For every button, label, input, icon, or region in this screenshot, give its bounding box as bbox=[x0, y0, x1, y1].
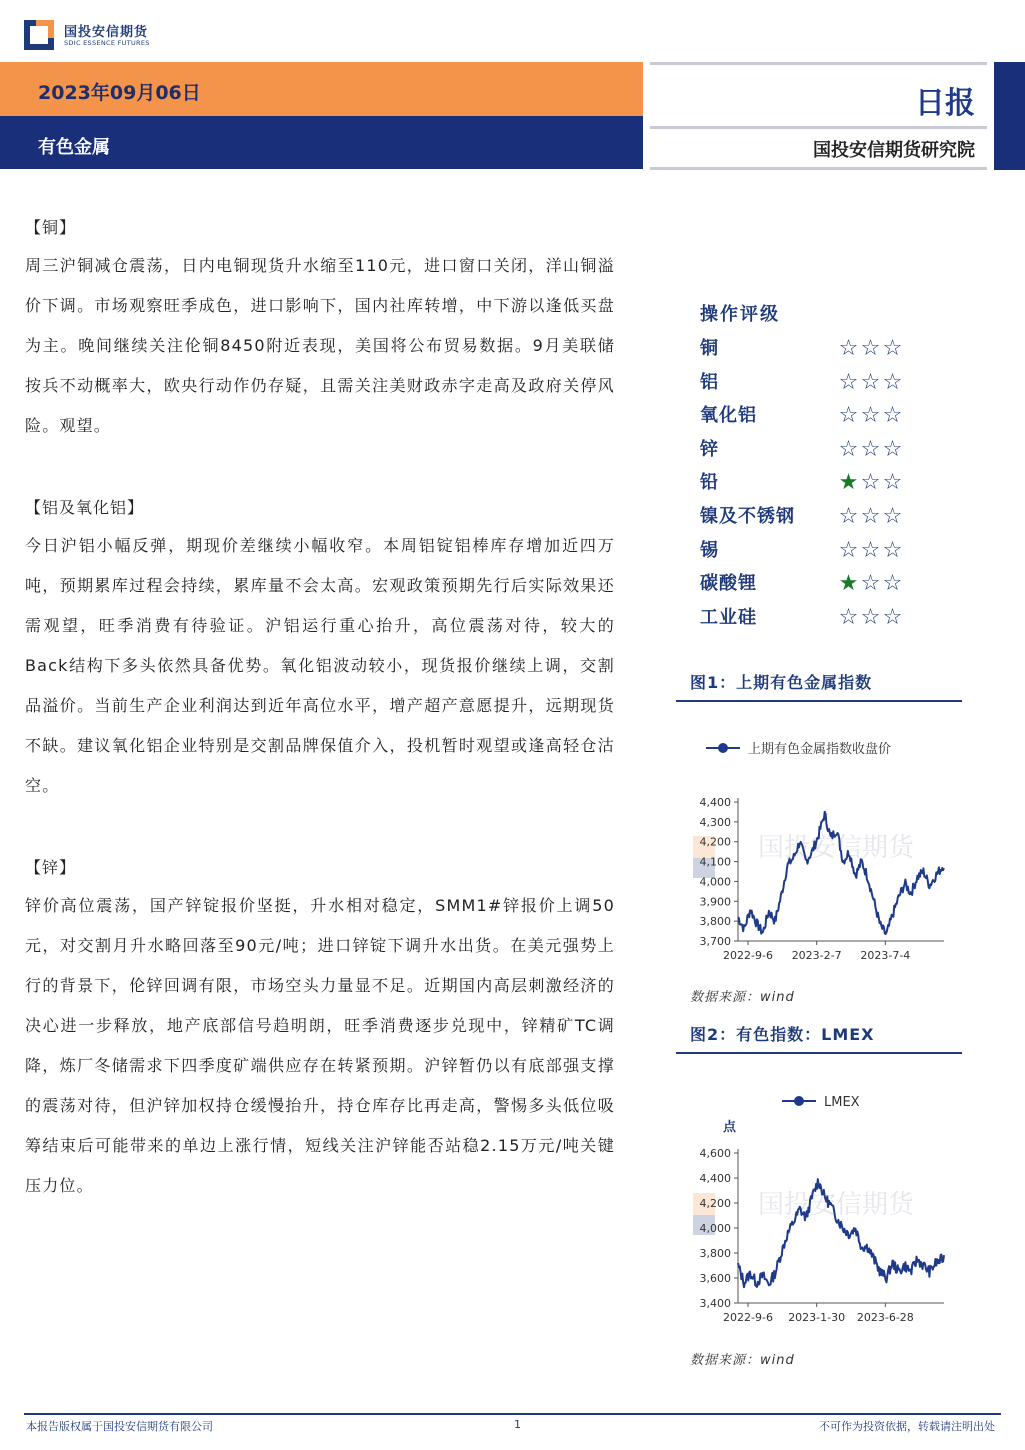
y-tick-label: 4,200 bbox=[699, 1197, 731, 1210]
report-type: 日报 bbox=[915, 86, 975, 121]
logo-text-cn: 国投安信期货 bbox=[64, 25, 149, 40]
figure-1-source: 数据来源：wind bbox=[690, 990, 795, 1005]
rating-stars bbox=[837, 534, 903, 568]
header-divider bbox=[650, 167, 987, 170]
section-aluminum bbox=[25, 490, 615, 806]
y-tick-label: 4,100 bbox=[699, 855, 731, 869]
star-outline-icon: ☆ bbox=[882, 470, 902, 496]
star-outline-icon: ☆ bbox=[860, 537, 880, 563]
x-tick-label: 2022-9-6 bbox=[723, 949, 773, 962]
footer-copyright: 本报告版权属于国投安信期货有限公司 bbox=[26, 1420, 213, 1433]
y-tick-label: 3,700 bbox=[699, 935, 731, 948]
star-outline-icon: ☆ bbox=[882, 336, 902, 361]
figure-2-rule bbox=[676, 1052, 962, 1054]
y-tick-label: 3,900 bbox=[699, 895, 731, 909]
y-tick-label: 4,400 bbox=[699, 1172, 731, 1185]
star-outline-icon: ☆ bbox=[860, 403, 880, 429]
chart-legend bbox=[706, 741, 891, 757]
rating-row bbox=[700, 332, 970, 366]
header-divider bbox=[650, 62, 987, 65]
star-outline-icon: ☆ bbox=[860, 436, 880, 462]
star-outline-icon: ☆ bbox=[838, 537, 858, 563]
star-outline-icon: ☆ bbox=[860, 604, 880, 630]
header-divider bbox=[650, 126, 987, 129]
rating-name: 铜 bbox=[700, 338, 719, 359]
section-title: 【锌】 bbox=[25, 858, 77, 877]
star-outline-icon: ☆ bbox=[860, 470, 880, 496]
chart-1 bbox=[676, 730, 966, 970]
rating-name: 锌 bbox=[700, 438, 719, 460]
star-outline-icon: ☆ bbox=[882, 604, 902, 630]
star-outline-icon: ☆ bbox=[838, 336, 858, 361]
figure-1-title: 图1：上期有色金属指数 bbox=[690, 673, 873, 692]
y-tick-label: 3,800 bbox=[699, 915, 731, 929]
chart-legend bbox=[782, 1095, 860, 1110]
star-outline-icon: ☆ bbox=[882, 403, 902, 429]
rating-name: 镍及不锈钢 bbox=[700, 505, 795, 527]
rating-stars bbox=[837, 466, 903, 500]
star-filled-icon: ★ bbox=[838, 470, 858, 496]
star-outline-icon: ☆ bbox=[838, 436, 858, 462]
rating-stars bbox=[837, 601, 903, 635]
rating-row bbox=[700, 466, 970, 500]
institute-name: 国投安信期货研究院 bbox=[813, 140, 975, 161]
star-outline-icon: ☆ bbox=[860, 336, 880, 361]
x-tick-label: 2023-2-7 bbox=[791, 949, 842, 962]
x-tick-label: 2022-9-6 bbox=[723, 1311, 773, 1324]
rating-name: 铝 bbox=[700, 371, 719, 393]
chart-2 bbox=[676, 1085, 966, 1333]
rating-name: 工业硅 bbox=[700, 606, 757, 628]
y-tick-label: 3,800 bbox=[699, 1247, 731, 1260]
star-outline-icon: ☆ bbox=[838, 503, 858, 529]
rating-row bbox=[700, 534, 970, 568]
rating-stars bbox=[837, 500, 903, 534]
rating-name: 锡 bbox=[700, 539, 719, 561]
star-outline-icon: ☆ bbox=[882, 571, 902, 597]
footer-disclaimer: 不可作为投资依据，转载请注明出处 bbox=[819, 1420, 995, 1433]
section-body: 锌价高位震荡，国产锌锭报价坚挺，升水相对稳定，SMM1#锌报价上调50元，对交割月升水略回落至90元/吨；进口锌锭下调升水出货。在美元强势上行的背景下，伦锌回调有限，市场空头力量显不足。近期国内高层刺激经济的决心进一步释放，地产底部信号趋明朗，旺季消费逐步兑现中，锌精矿TC调降，炼厂冬储需求下四季度矿端供应存在转紧预期。沪锌暂仍以有底部强支撑的震荡对待，但沪锌加权持仓缓慢抬升，持仓库存比再走高，警惕多头低位吸筹结束后可能带来的单边上涨行情，短线关注沪锌能否站稳2.15万元/吨关键压力位。 bbox=[25, 896, 615, 1195]
watermark-text: 国投安信期货 bbox=[758, 833, 915, 863]
star-filled-icon: ★ bbox=[838, 571, 858, 597]
legend-label: LMEX bbox=[824, 1095, 860, 1110]
series-line bbox=[738, 812, 944, 934]
rating-row bbox=[700, 601, 970, 635]
rating-row bbox=[700, 399, 970, 433]
section-zinc bbox=[25, 850, 615, 1206]
report-date: 2023年09月06日 bbox=[38, 82, 201, 104]
star-outline-icon: ☆ bbox=[838, 403, 858, 429]
main-content bbox=[25, 210, 615, 1206]
rating-name: 氧化铝 bbox=[700, 405, 757, 427]
y-axis-unit: 点 bbox=[723, 1120, 737, 1135]
y-tick-label: 3,400 bbox=[699, 1297, 731, 1310]
y-tick-label: 4,300 bbox=[699, 815, 731, 829]
section-body: 周三沪铜减仓震荡，日内电铜现货升水缩至110元，进口窗口关闭，洋山铜溢价下调。市场观察旺季成色，进口影响下，国内社库转增，中下游以逢低买盘为主。晚间继续关注伦铜8450附近表现，美国将公布贸易数据。9月美联储按兵不动概率大，欧央行动作仍存疑，且需关注美财政赤字走高及政府关停风险。观望。 bbox=[25, 256, 615, 435]
legend-marker-icon bbox=[718, 743, 728, 753]
legend-marker-icon bbox=[794, 1096, 804, 1106]
star-outline-icon: ☆ bbox=[882, 436, 902, 462]
x-tick-label: 2023-1-30 bbox=[788, 1311, 846, 1324]
star-outline-icon: ☆ bbox=[860, 503, 880, 529]
y-tick-label: 4,000 bbox=[699, 1222, 731, 1235]
figure-1-rule bbox=[676, 700, 962, 702]
figure-2-source: 数据来源：wind bbox=[690, 1353, 795, 1368]
rating-name: 铅 bbox=[700, 472, 719, 494]
watermark-text: 国投安信期货 bbox=[758, 1190, 915, 1220]
star-outline-icon: ☆ bbox=[860, 571, 880, 597]
report-sector: 有色金属 bbox=[38, 137, 110, 158]
figure-2-title: 图2：有色指数：LMEX bbox=[690, 1025, 875, 1044]
star-outline-icon: ☆ bbox=[882, 537, 902, 563]
y-tick-label: 4,600 bbox=[699, 1147, 731, 1160]
star-outline-icon: ☆ bbox=[882, 503, 902, 529]
y-tick-label: 3,600 bbox=[699, 1272, 731, 1285]
logo-mark-icon bbox=[24, 20, 54, 50]
legend-label: 上期有色金属指数收盘价 bbox=[748, 742, 892, 757]
footer-rule bbox=[24, 1413, 1001, 1415]
star-outline-icon: ☆ bbox=[838, 369, 858, 395]
rating-row bbox=[700, 433, 970, 467]
y-tick-label: 4,400 bbox=[699, 796, 731, 809]
x-tick-label: 2023-7-4 bbox=[860, 949, 911, 962]
rating-stars bbox=[837, 399, 903, 433]
logo-text-en: SDIC ESSENCE FUTURES bbox=[64, 39, 150, 47]
rating-stars bbox=[837, 332, 903, 366]
rating-name: 碳酸锂 bbox=[700, 573, 757, 595]
rating-row bbox=[700, 567, 970, 601]
star-outline-icon: ☆ bbox=[882, 369, 902, 395]
rating-stars bbox=[837, 433, 903, 467]
y-tick-label: 4,200 bbox=[699, 835, 731, 849]
section-title: 【铜】 bbox=[25, 218, 77, 237]
star-outline-icon: ☆ bbox=[860, 369, 880, 395]
rating-stars bbox=[837, 366, 903, 400]
rating-row bbox=[700, 366, 970, 400]
rating-row bbox=[700, 500, 970, 534]
section-copper bbox=[25, 210, 615, 446]
header-edge-bar bbox=[994, 62, 1025, 170]
section-title: 【铝及氧化铝】 bbox=[25, 498, 145, 517]
section-body: 今日沪铝小幅反弹，期现价差继续小幅收窄。本周铝锭铝棒库存增加近四万吨，预期累库过程会持续，累库量不会太高。宏观政策预期先行后实际效果还需观望，旺季消费有待验证。沪铝运行重心抬升，高位震荡对待，较大的Back结构下多头依然具备优势。氧化铝波动较小，现货报价继续上调，交割品溢价。当前生产企业利润达到近年高位水平，增产超产意愿提升，远期现货不缺。建议氧化铝企业特别是交割品牌保值介入，投机暂时观望或逢高轻仓沽空。 bbox=[25, 536, 615, 795]
star-outline-icon: ☆ bbox=[838, 604, 858, 630]
company-logo bbox=[24, 18, 159, 52]
ratings-title: 操作评级 bbox=[700, 304, 780, 325]
page-number: 1 bbox=[514, 1418, 521, 1431]
x-tick-label: 2023-6-28 bbox=[856, 1311, 914, 1324]
y-tick-label: 4,000 bbox=[699, 875, 731, 889]
operation-ratings bbox=[700, 298, 970, 634]
rating-stars bbox=[837, 567, 903, 601]
